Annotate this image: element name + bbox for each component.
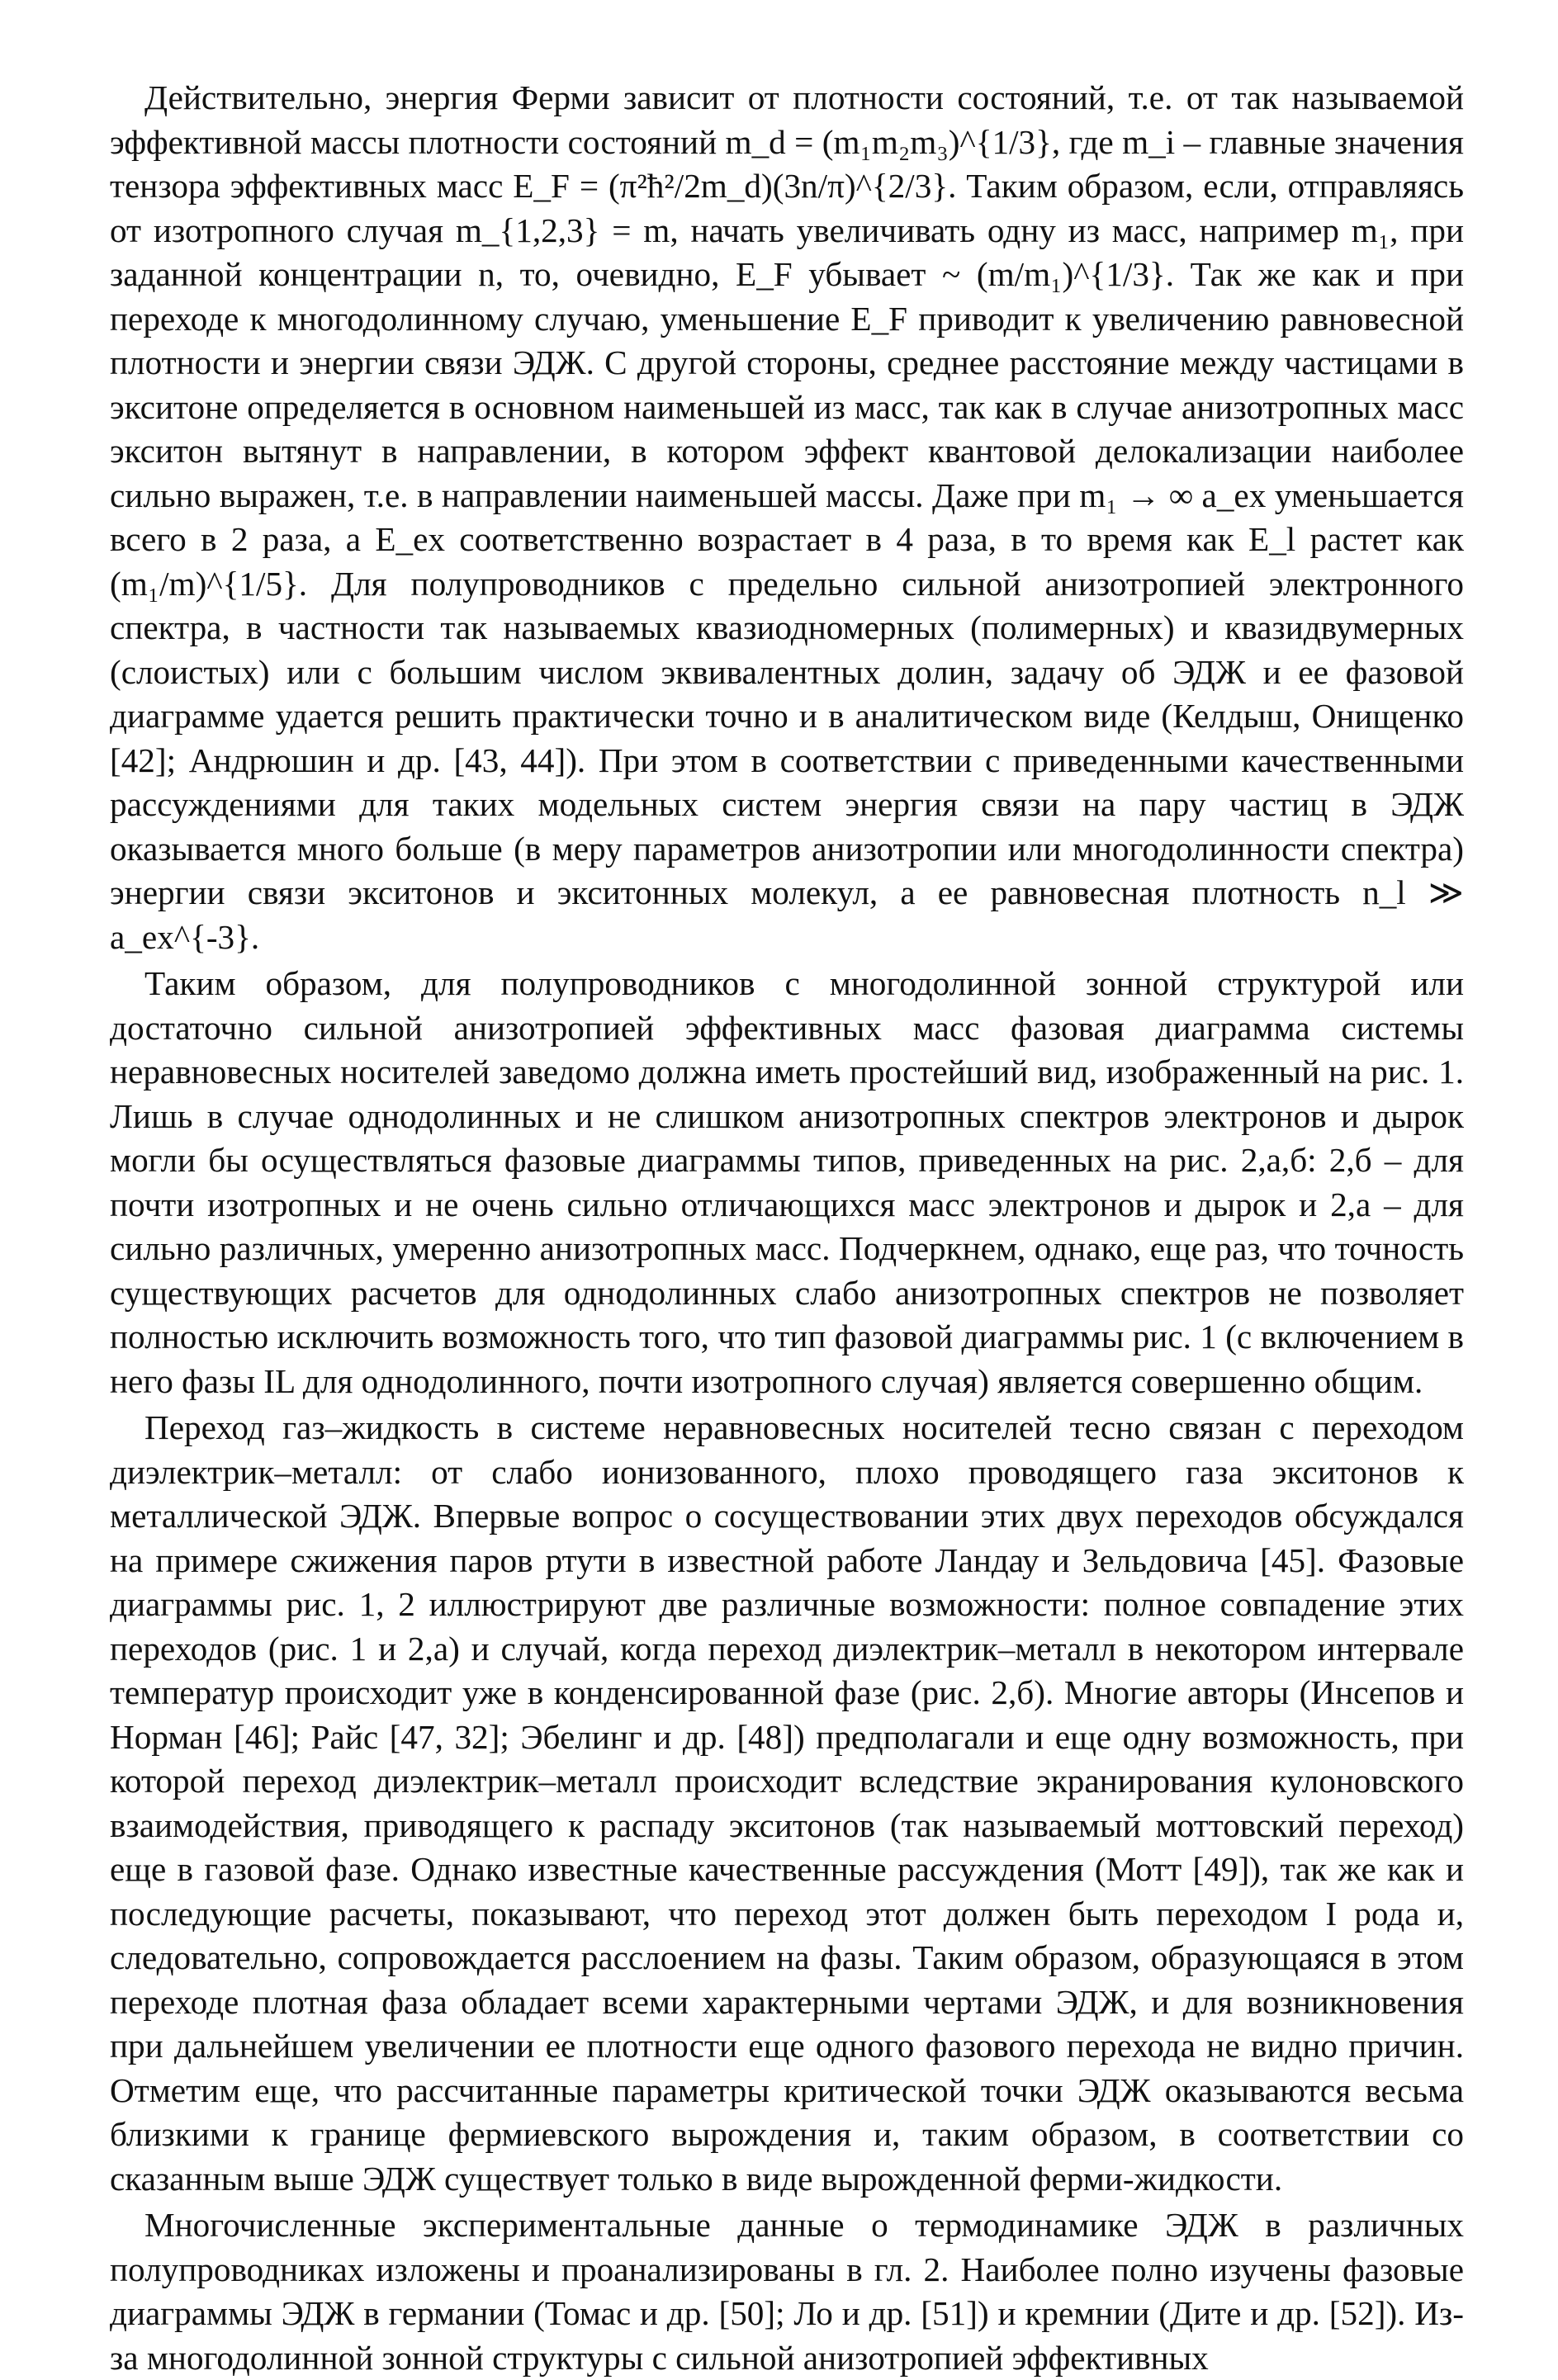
paragraph-gas-liquid-transition: Переход газ–жидкость в системе неравновесных носителей тесно связан с переходом диэлектрик–металл: от слабо ионизованного, плохо проводящего газа экситонов к металлической ЭДЖ. Впервые вопрос о сосуществовании этих двух переходов обсуждался на примере сжижения паров ртути в известной работе Ландау и Зельдовича [45]. Фазовые диаграммы рис. 1, 2 иллюстрируют две различные возможности: полное совпадение этих переходов (рис. 1 и 2,а) и случай, когда переход диэлектрик–металл в некотором интервале температур происходит уже в конденсированной фазе (рис. 2,б). Многие авторы (Инсепов и Норман [46]; Райс [47, 32]; Эбелинг и др. [48]) предполагали и еще одну возможность, при которой переход диэлектрик–металл происходит вследствие экранирования кулоновского взаимодействия, приводящего к распаду экситонов (так называемый моттовский переход) еще в газовой фазе. Однако известные качественные рассуждения (Мотт [49]), так же как и последующие расчеты, показывают, что переход этот должен быть переходом I рода и, следовательно, сопровождается расслоением на фазы. Таким образом, образующаяся в этом переходе плотная фаза обладает всеми характерными чертами ЭДЖ, и для возникновения при дальнейшем увеличении ее плотности еще одного фазового перехода не видно причин. Отметим еще, что рассчитанные параметры критической точки ЭДЖ оказываются весьма близкими к границе фермиевского вырождения и, таким образом, в соответствии со сказанным выше ЭДЖ существует только в виде вырожденной ферми-жидкости.: [110, 1408, 1464, 2198]
paragraph-fermi-energy: Действительно, энергия Ферми зависит от плотности состояний, т.е. от так называемой эффективной массы плотности состояний m_d = (m₁m₂m₃)^{1/3}, где m_i – главные значения тензора эффективных масс E_F = (π²ħ²/2m_d)(3n/π)^{2/3}. Таким образом, если, отправляясь от изотропного случая m_{1,2,3} = m, начать увеличивать одну из масс, например m₁, при заданной концентрации n, то, очевидно, E_F убывает ~ (m/m₁)^{1/3}. Так же как и при переходе к многодолинному случаю, уменьшение E_F приводит к увеличению равновесной плотности и энергии связи ЭДЖ. С другой стороны, среднее расстояние между частицами в экситоне определяется в основном наименьшей из масс, так как в случае анизотропных масс экситон вытянут в направлении, в котором эффект квантовой делокализации наиболее сильно выражен, т.е. в направлении наименьшей массы. Даже при m₁ → ∞ a_ex уменьшается всего в 2 раза, а E_ex соответственно возрастает в 4 раза, в то время как E_l растет как (m₁/m)^{1/5}. Для полупроводников с предельно сильной анизотропией электронного спектра, в частности так называемых квазиодномерных (полимерных) и квазидвумерных (слоистых) или с большим числом эквивалентных долин, задачу об ЭДЖ и ее фазовой диаграмме удается решить практически точно и в аналитическом виде (Келдыш, Онищенко [42]; Андрюшин и др. [43, 44]). При этом в соответствии с приведенными качественными рассуждениями для таких модельных систем энергия связи на пару частиц в ЭДЖ оказывается много больше (в меру параметров анизотропии или многодолинности спектра) энергии связи экситонов и экситонных молекул, а ее равновесная плотность n_l ≫ a_ex^{-3}.: [110, 78, 1464, 956]
paragraph-phase-diagram: Таким образом, для полупроводников с многодолинной зонной структурой или достаточно сильной анизотропией эффективных масс фазовая диаграмма системы неравновесных носителей заведомо должна иметь простейший вид, изображенный на рис. 1. Лишь в случае однодолинных и не слишком анизотропных спектров электронов и дырок могли бы осуществляться фазовые диаграммы типов, приведенных на рис. 2,а,б: 2,б – для почти изотропных и не очень сильно отличающихся масс электронов и дырок и 2,а – для сильно различных, умеренно анизотропных масс. Подчеркнем, однако, еще раз, что точность существующих расчетов для однодолинных слабо анизотропных спектров не позволяет полностью исключить возможность того, что тип фазовой диаграммы рис. 1 (с включением в него фазы IL для однодолинного, почти изотропного случая) является совершенно общим.: [110, 964, 1464, 1400]
document-page: [110, 76, 1464, 2380]
paragraph-experimental-data: Многочисленные экспериментальные данные о термодинамике ЭДЖ в различных полупроводниках изложены и проанализированы в гл. 2. Наиболее полно изучены фазовые диаграммы ЭДЖ в германии (Томас и др. [50]; Ло и др. [51]) и кремнии (Дите и др. [52]). Из-за многодолинной зонной структуры с сильной анизотропией эффективных: [110, 2206, 1464, 2377]
